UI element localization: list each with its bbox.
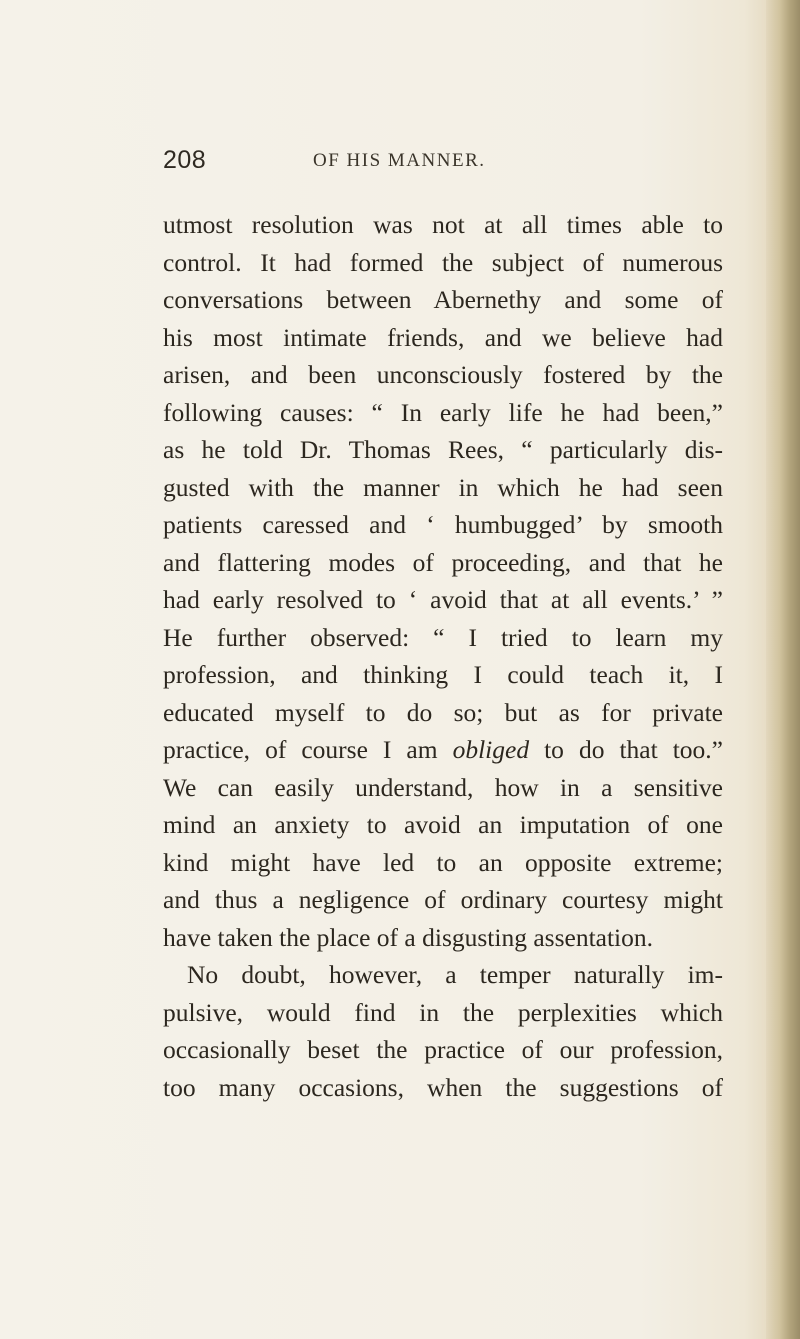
- page-edge-shadow: [766, 0, 800, 1339]
- text-line: We can easily understand, how in a sensitive: [163, 772, 723, 802]
- running-head: [163, 146, 723, 176]
- text-segment: practice, of course I am: [163, 735, 453, 764]
- text-line: arisen, and been unconsciously fostered by the: [163, 360, 723, 389]
- text-line: and thus a negligence of ordinary courtesy might: [163, 885, 723, 914]
- italic-word: obliged: [452, 735, 530, 764]
- text-line: occasionally beset the practice of our profession,: [163, 1035, 723, 1064]
- text-line: mind an anxiety to avoid an imputation of one: [163, 810, 723, 839]
- text-line: He further observed: “ I tried to learn my: [163, 622, 723, 652]
- text-line: have taken the place of a disgusting assentation.: [163, 922, 654, 952]
- text-line: profession, and thinking I could teach it, I: [163, 660, 723, 689]
- text-line: following causes: “ In early life he had been,”: [163, 397, 723, 427]
- text-segment: to do that too.”: [529, 735, 723, 764]
- text-line: conversations between Abernethy and some of: [163, 285, 723, 314]
- text-line: and flattering modes of proceeding, and that he: [163, 547, 723, 577]
- text-line: as he told Dr. Thomas Rees, “ particularly dis-: [163, 435, 723, 464]
- text-line: pulsive, would find in the perplexities which: [163, 997, 723, 1027]
- body-text: [163, 206, 723, 1106]
- text-line: too many occasions, when the suggestions of: [163, 1072, 723, 1102]
- text-line: educated myself to do so; but as for private: [163, 697, 723, 727]
- page-number: 208: [163, 146, 207, 174]
- text-line: patients caressed and ‘ humbugged’ by smooth: [163, 510, 723, 539]
- text-line: his most intimate friends, and we believe had: [163, 322, 723, 352]
- text-line: utmost resolution was not at all times able to: [163, 210, 723, 239]
- text-line: control. It had formed the subject of numerous: [163, 247, 723, 277]
- chapter-title: OF HIS MANNER.: [313, 150, 486, 171]
- text-line: kind might have led to an opposite extreme;: [163, 847, 723, 877]
- text-line: had early resolved to ‘ avoid that at all events.’ ”: [163, 585, 723, 614]
- text-line: No doubt, however, a temper naturally im-: [187, 960, 723, 989]
- text-line-with-italic: [163, 731, 723, 769]
- text-line: gusted with the manner in which he had seen: [163, 472, 723, 502]
